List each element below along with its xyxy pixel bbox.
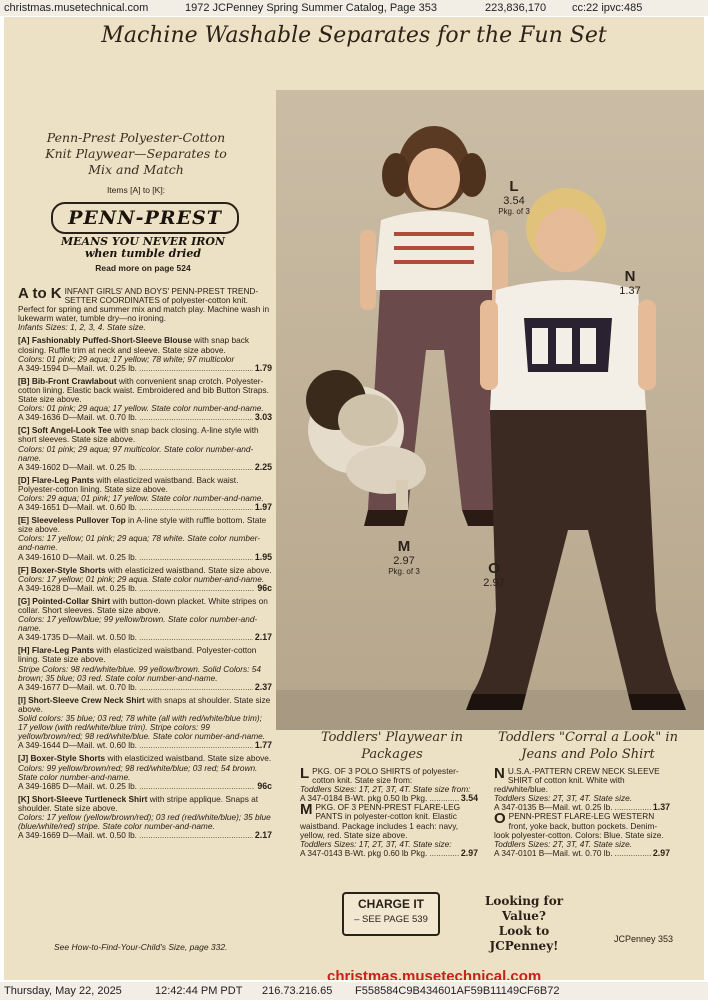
order-line: A 349-1685 D—Mail. wt. 0.25 lb. ..... 96c bbox=[18, 782, 272, 791]
page-headline: Machine Washable Separates for the Fun Set bbox=[101, 23, 607, 48]
catalog-item: [C] Soft Angel-Look Tee with snap back closing. A-line style with short sleeves. State size above. Colors: 01 pink; 29 aqua; 97 multicolor. State color number-and-name. A 349-1602 D—Mail. wt. 0.25 lb. ..... 2.25 bbox=[18, 426, 272, 471]
toddlers-packages-copy: LPKG. OF 3 POLO SHIRTS of polyester-cotton knit. State size from: Toddlers Sizes: 1T, 2T, 3T, 4T. State size from: A 347-0184 B-Wt. pkg 0.50 lb Pkg. ..... 3.54 MPKG. OF 3 PENN-PREST FLARE-LEG PANTS in polyester-cotton knit. Elastic waistband. Package includes 1 each: navy, yellow, red. State size above. Toddlers Sizes: 1T, 2T, 3T, 4T. State size: A 347-0143 B-Wt. pkg 0.60 lb Pkg. ..... 2.97 bbox=[300, 767, 478, 858]
catalog-item: [K] Short-Sleeve Turtleneck Shirt with stripe applique. Snaps at shoulder. State size above. Colors: 17 yellow (yellow/brown/red); 03 red (red/white/blue); 35 blue (blue/white/red) stripe. State color number-and-name. A 349-1669 D—Mail. wt. 0.50 lb. ..... 2.17 bbox=[18, 795, 272, 840]
children-photo-illustration bbox=[276, 90, 704, 730]
ip-text: 216.73.216.65 bbox=[262, 985, 333, 997]
order-line: A 349-1636 D—Mail. wt. 0.70 lb. ..... 3.03 bbox=[18, 413, 272, 422]
photo-label-m: M 2.97 Pkg. of 3 bbox=[388, 538, 420, 576]
read-more-note: Read more on page 524 bbox=[95, 263, 191, 273]
hash-text: F558584C9B434601AF59B11149CF6B72 bbox=[355, 985, 560, 997]
top-info-bar bbox=[0, 0, 708, 16]
catalog-item: [H] Flare-Leg Pants with elasticized waistband. Polyester-cotton lining. State size above. Stripe Colors: 98 red/white/blue. 99 yellow/brown. Solid Colors: 54 brown; 35 blue; 03 red. State color number-and-name. A 349-1677 D—Mail. wt. 0.70 lb. ..... 2.37 bbox=[18, 646, 272, 691]
size-note: See How-to-Find-Your-Child's Size, page 332. bbox=[54, 942, 228, 952]
catalog-code: 223,836,170 bbox=[485, 2, 547, 14]
footer-brand: JCPenney 353 bbox=[614, 934, 674, 944]
photo-label-o: O 2.97 bbox=[483, 560, 505, 589]
order-line: A 349-1644 D—Mail. wt. 0.60 lb. ..... 1.77 bbox=[18, 741, 272, 750]
penn-prest-logo: PENN-PREST bbox=[51, 202, 239, 234]
left-copy bbox=[18, 287, 272, 840]
time-text: 12:42:44 PM PDT bbox=[155, 985, 243, 997]
penn-prest-tagline: MEANS YOU NEVER IRON when tumble dried bbox=[60, 235, 226, 260]
intro-paragraph: A to K INFANT GIRLS' AND BOYS' PENN-PREST TREND-SETTER COORDINATES of polyester-cotton knit. Perfect for spring and summer mix and match play. Machine wash in lukewarm water, tumble dry—no ironing. bbox=[18, 285, 270, 324]
intro-sizes: Infants Sizes: 1, 2, 3, 4. State size. bbox=[18, 322, 146, 333]
site-link[interactable]: christmas.musetechnical.com bbox=[4, 2, 149, 14]
value-slogan: Looking for Value? Look to JCPenney! bbox=[484, 894, 564, 953]
catalog-item: [G] Pointed-Collar Shirt with button-down placket. White stripes on collar. Short sleeves. State size above. Colors: 17 yellow/blue; 99 yellow/brown. State color number-and-name. A 349-1735 D—Mail. wt. 0.50 lb. ..... 2.17 bbox=[18, 597, 272, 642]
product-photo bbox=[276, 90, 704, 730]
catalog-item: [D] Flare-Leg Pants with elasticized waistband. Back waist. Polyester-cotton lining. State size above. Colors: 29 aqua; 01 pink; 17 yellow. State color number-and-name. A 349-1651 D—Mail. wt. 0.60 lb. ..... 1.97 bbox=[18, 476, 272, 512]
order-line: A 349-1669 D—Mail. wt. 0.50 lb. ..... 2.17 bbox=[18, 831, 272, 840]
catalog-title: 1972 JCPenney Spring Summer Catalog, Page 353 bbox=[185, 2, 437, 14]
order-line: A 349-1610 D—Mail. wt. 0.25 lb. ..... 1.95 bbox=[18, 553, 272, 562]
left-section-title: Penn-Prest Polyester-Cotton Knit Playwear—Separates to Mix and Match bbox=[45, 130, 227, 177]
photo-label-n: N 1.37 bbox=[619, 268, 641, 297]
toddlers-packages-title: Toddlers' Playwear in Packages bbox=[320, 730, 464, 762]
order-line: A 349-1602 D—Mail. wt. 0.25 lb. ..... 2.25 bbox=[18, 463, 272, 472]
catalog-item: [F] Boxer-Style Shorts with elasticized waistband. State size above. Colors: 17 yellow; 01 pink; 29 aqua. State color number-and-name. A 349-1628 D—Mail. wt. 0.25 lb. ..... 96c bbox=[18, 566, 272, 593]
order-line: A 349-1651 D—Mail. wt. 0.60 lb. ..... 1.97 bbox=[18, 503, 272, 512]
bottom-info-bar bbox=[0, 982, 708, 1000]
order-line: A 349-1735 D—Mail. wt. 0.50 lb. ..... 2.17 bbox=[18, 633, 272, 642]
item-list bbox=[18, 336, 272, 840]
date-text: Thursday, May 22, 2025 bbox=[4, 985, 122, 997]
photo-label-l: L 3.54 Pkg. of 3 bbox=[498, 178, 530, 216]
order-line: A 349-1628 D—Mail. wt. 0.25 lb. ..... 96c bbox=[18, 584, 272, 593]
corral-look-title: Toddlers "Corral a Look" in Jeans and Polo Shirt bbox=[498, 730, 678, 762]
catalog-item: [A] Fashionably Puffed-Short-Sleeve Blouse with snap back closing. Ruffle trim at neck and sleeve. State size above. Colors: 01 pink; 29 aqua; 17 yellow; 78 white; 97 multicolor A 349-1594 D—Mail. wt. 0.25 lb. ..... 1.79 bbox=[18, 336, 272, 372]
order-line: A 349-1594 D—Mail. wt. 0.25 lb. ..... 1.79 bbox=[18, 364, 272, 373]
catalog-code-2: cc:22 ipvc:485 bbox=[572, 2, 643, 14]
catalog-item: [J] Boxer-Style Shorts with elasticized waistband. State size above. Colors: 99 yellow/brown/red; 98 red/white/blue; 03 red; 54 brown. State color number-and-name. A 349-1685 D—Mail. wt. 0.25 lb. ..... 96c bbox=[18, 754, 272, 790]
corral-look-copy: N U.S.A.-PATTERN CREW NECK SLEEVE SHIRT of cotton knit. White with red/white/blue. Toddlers Sizes: 2T, 3T, 4T. State size. A 347-0135 B—Mail. wt. 0.25 lb. ..... 1.37 OPENN-PREST FLARE-LEG WESTERN front, yoke back, button pockets. Denim-look polyester-cotton. Colors: Blue. State size. Toddlers Sizes: 2T, 3T, 4T. State size. A 347-0101 B—Mail. wt. 0.70 lb. ..... 2.97 bbox=[494, 767, 670, 858]
charge-it-box: CHARGE IT – SEE PAGE 539 bbox=[342, 892, 440, 936]
items-note: Items [A] to [K]: bbox=[106, 185, 166, 195]
catalog-item: [B] Bib-Front Crawlabout with convenient snap crotch. Polyester-cotton lining. Elastic back waist. Embroidered and bib Button Straps. State size above. Colors: 01 pink; 29 aqua; 17 yellow. State color number-and-name. A 349-1636 D—Mail. wt. 0.70 lb. ..... 3.03 bbox=[18, 377, 272, 422]
catalog-item: [I] Short-Sleeve Crew Neck Shirt with snaps at shoulder. State size above. Solid colors: 35 blue; 03 red; 78 white (all with red/white/blue trim); 17 yellow (with red/white/blue trim). Stripe colors: 99 yellow/brown/red; 98 red/white/blue. State color number-and-name. A 349-1644 D—Mail. wt. 0.60 lb. ..... 1.77 bbox=[18, 696, 272, 751]
catalog-item: [E] Sleeveless Pullover Top in A-line style with ruffle bottom. State size above. Colors: 17 yellow; 01 pink; 29 aqua; 78 white. State color number-and-name. A 349-1610 D—Mail. wt. 0.25 lb. ..... 1.95 bbox=[18, 516, 272, 561]
site-watermark: christmas.musetechnical.com bbox=[327, 968, 542, 980]
order-line: A 349-1677 D—Mail. wt. 0.70 lb. ..... 2.37 bbox=[18, 683, 272, 692]
catalog-page bbox=[4, 17, 704, 980]
